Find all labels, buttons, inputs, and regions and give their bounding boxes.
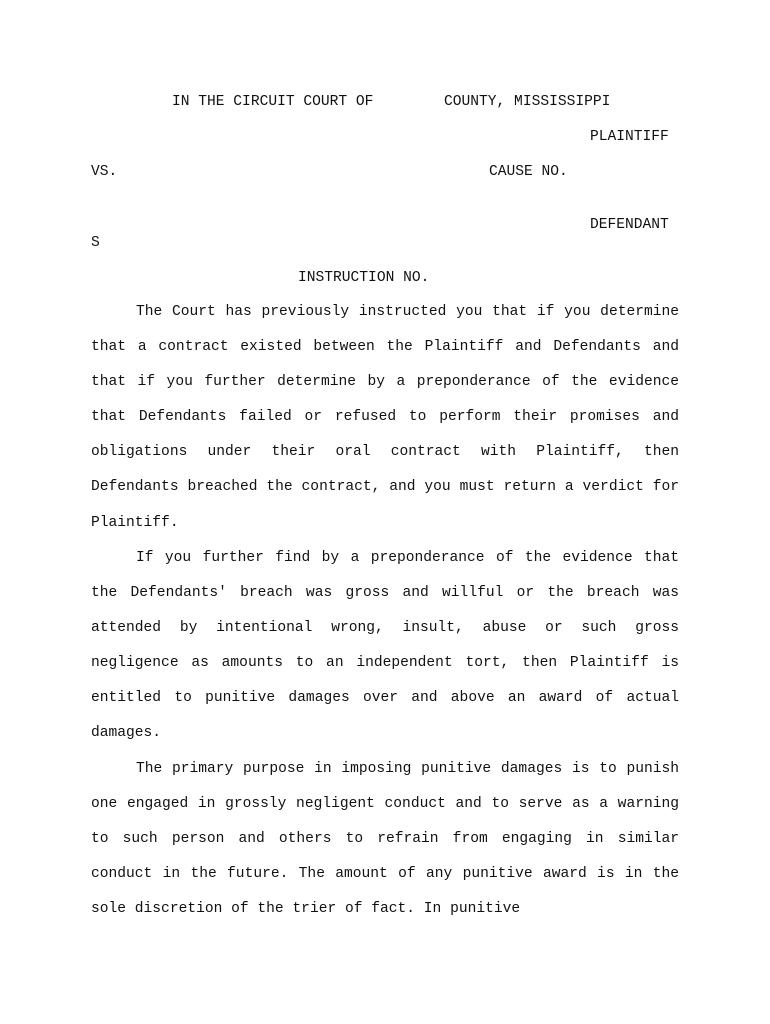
paragraph-contract-breach: The Court has previously instructed you that if you determine that a contract existed between the Plaintiff and Defendants and that if you further determine by a preponderance of the evidence that Defendants failed or refused to perform their promises and obligations under their oral contract with Plaintiff, then Defendants breached the contract, and you must return a verdict for Plaintiff. [91,304,679,531]
court-line-left: IN THE CIRCUIT COURT OF [172,94,374,110]
defendant-label: DEFENDANT [590,217,669,233]
paragraph-punitive-purpose: The primary purpose in imposing punitive damages is to punish one engaged in grossly negligent conduct and to serve as a warning to such person and others to refrain from engaging in similar conduct in the future. The amount of any punitive award is in the sole discretion of the trier of fact. In punitive [91,761,679,918]
instruction-heading: INSTRUCTION NO. [298,270,430,286]
vs-label: VS. [91,164,118,180]
defendant-label-wrap: S [91,235,100,251]
plaintiff-label: PLAINTIFF [590,129,669,145]
court-line-right: COUNTY, MISSISSIPPI [444,94,611,110]
paragraph-punitive-entitlement: If you further find by a preponderance of the evidence that the Defendants' breach was gross and willful or the breach was attended by intentional wrong, insult, abuse or such gross negligence as amounts to an independent tort, then Plaintiff is entitled to punitive damages over and above an award of actual damages. [91,550,679,742]
cause-number-label: CAUSE NO. [489,164,568,180]
